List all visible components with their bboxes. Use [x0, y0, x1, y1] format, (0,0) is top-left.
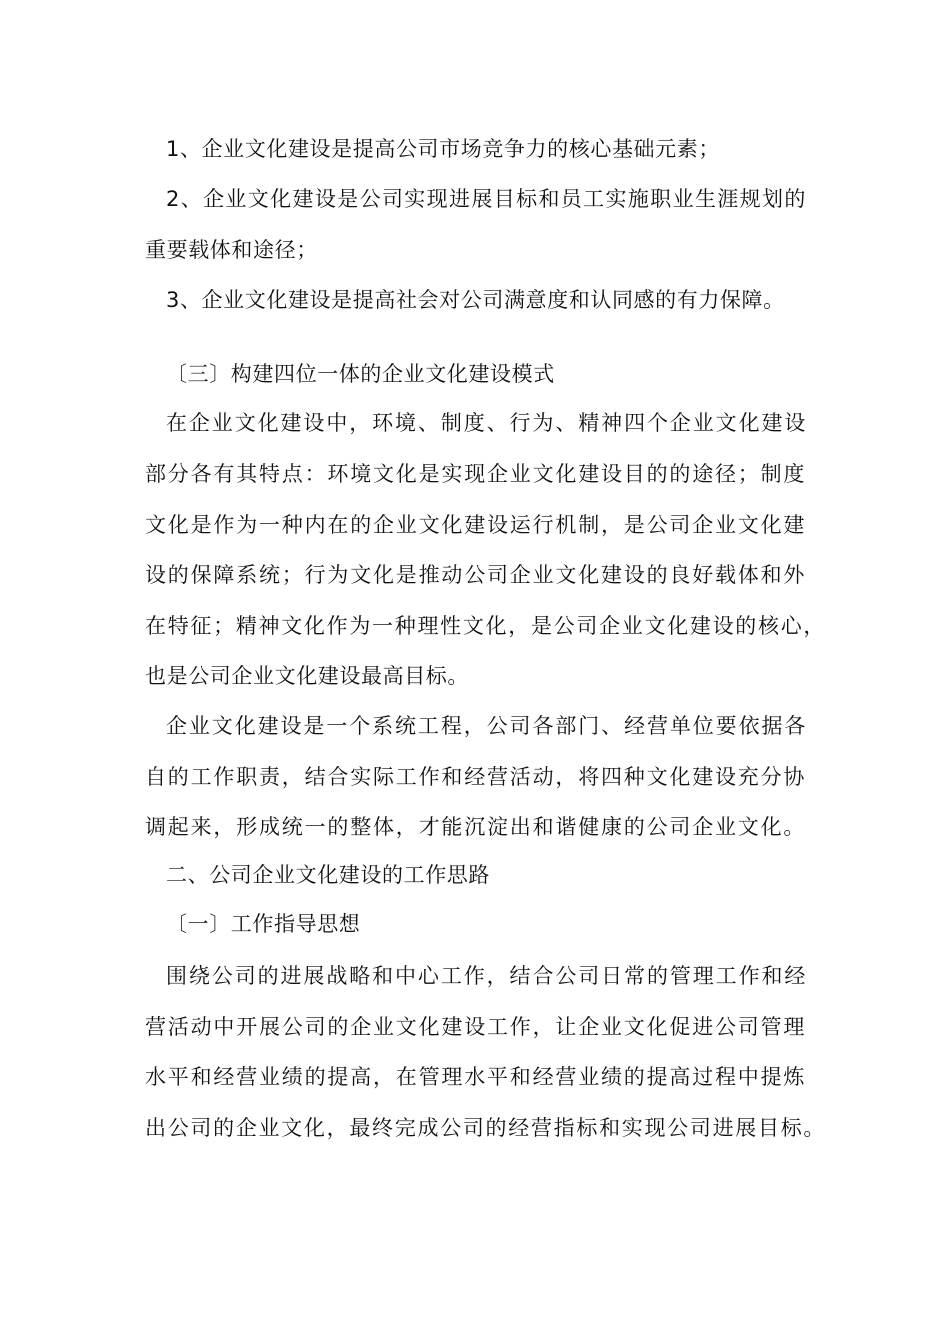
paragraph-line: 企业文化建设是一个系统工程，公司各部门、经营单位要依据各: [166, 714, 806, 738]
list-item-2: 2、企业文化建设是公司实现进展目标和员工实施职业生涯规划的: [166, 187, 806, 211]
section-heading-1: 〔一〕工作指导思想: [166, 912, 361, 936]
paragraph-line: 部分各有其特点：环境文化是实现企业文化建设目的的途径；制度: [145, 462, 805, 486]
paragraph-line: 水平和经营业绩的提高，在管理水平和经营业绩的提高过程中提炼: [145, 1065, 805, 1089]
list-item-1: 1、企业文化建设是提高公司市场竞争力的核心基础元素；: [166, 137, 720, 161]
paragraph-line: 调起来，形成统一的整体，才能沉淀出和谐健康的公司企业文化。: [145, 815, 805, 839]
paragraph-line: 也是公司企业文化建设最高目标。: [145, 664, 469, 688]
paragraph-line: 自的工作职责，结合实际工作和经营活动，将四种文化建设充分协: [145, 765, 805, 789]
paragraph-line: 文化是作为一种内在的企业文化建设运行机制，是公司企业文化建: [145, 513, 805, 537]
paragraph-line: 围绕公司的进展战略和中心工作，结合公司日常的管理工作和经: [166, 964, 806, 988]
section-heading-3: 〔三〕构建四位一体的企业文化建设模式: [166, 362, 555, 386]
paragraph-line: 出公司的企业文化，最终完成公司的经营指标和实现公司进展目标。: [145, 1116, 825, 1140]
section-heading-2: 二、公司企业文化建设的工作思路: [166, 863, 490, 887]
paragraph-line: 设的保障系统；行为文化是推动公司企业文化建设的良好载体和外: [145, 563, 805, 587]
list-item-3: 3、企业文化建设是提高社会对公司满意度和认同感的有力保障。: [166, 288, 785, 312]
list-item-2-continued: 重要载体和途径；: [145, 238, 318, 262]
paragraph-line: 营活动中开展公司的企业文化建设工作，让企业文化促进公司管理: [145, 1015, 805, 1039]
paragraph-line: 在企业文化建设中，环境、制度、行为、精神四个企业文化建设: [166, 411, 806, 435]
paragraph-line: 在特征；精神文化作为一种理性文化，是公司企业文化建设的核心，: [145, 614, 825, 638]
